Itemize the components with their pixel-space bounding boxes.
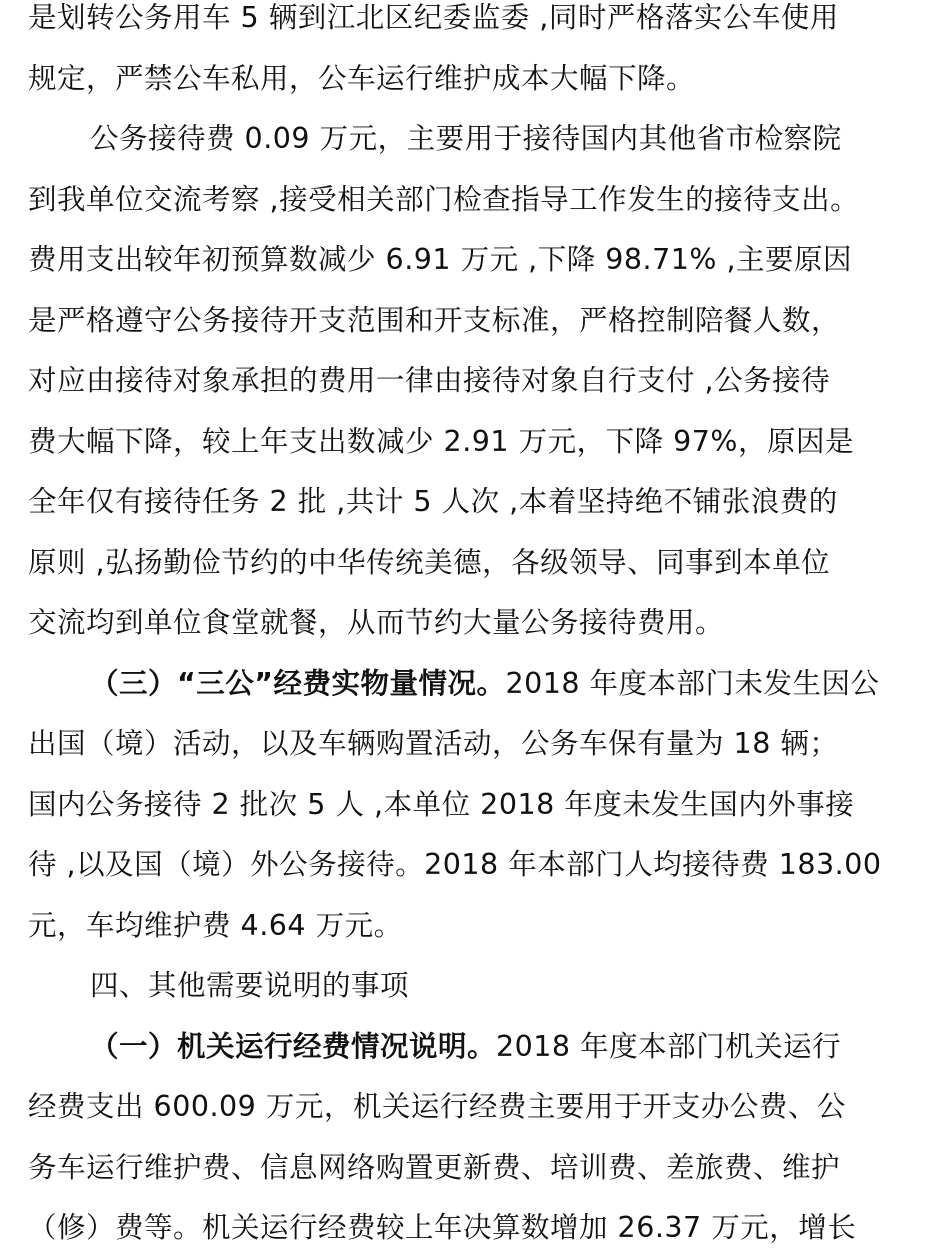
text-line: 务车运行维护费、信息网络购置更新费、培训费、差旅费、维护 <box>28 1150 841 1184</box>
text-line: （修）费等。机关运行经费较上年决算数增加 26.37 万元，增长 <box>28 1211 857 1244</box>
text-line: 国内公务接待 2 批次 5 人 ,本单位 2018 年度未发生国内外事接 <box>28 787 855 821</box>
section-heading-line <box>28 654 928 715</box>
section-heading: （三）“三公”经费实物量情况。 <box>90 666 506 700</box>
text-line: 费用支出较年初预算数减少 6.91 万元 ,下降 98.71% ,主要原因 <box>28 243 853 276</box>
text-line: 规定，严禁公车私用，公车运行维护成本大幅下降。 <box>28 61 696 95</box>
text-line: 全年仅有接待任务 2 批 ,共计 5 人次 ,本着坚持绝不铺张浪费的 <box>28 485 838 518</box>
text-run: 2018 年度本部门机关运行 <box>496 1029 842 1063</box>
text-line: 是严格遵守公务接待开支范围和开支标准，严格控制陪餐人数， <box>28 303 841 337</box>
text-line: 出国（境）活动，以及车辆购置活动，公务车保有量为 18 辆； <box>28 727 839 760</box>
text-run: 2018 年度本部门未发生因公 <box>505 666 880 700</box>
section-title: 四、其他需要说明的事项 <box>90 969 410 1002</box>
text-line: 交流均到单位食堂就餐，从而节约大量公务接待费用。 <box>28 606 725 639</box>
text-line: 待 ,以及国（境）外公务接待。2018 年本部门人均接待费 183.00 <box>28 848 882 881</box>
text-line: 费大幅下降，较上年支出数减少 2.91 万元，下降 97%，原因是 <box>28 424 854 458</box>
section-heading-line <box>28 1017 928 1078</box>
text-line: 到我单位交流考察 ,接受相关部门检查指导工作发生的接待支出。 <box>28 182 860 216</box>
text-line: 公务接待费 0.09 万元，主要用于接待国内其他省市检察院 <box>90 122 842 155</box>
text-line: 元，车均维护费 4.64 万元。 <box>28 908 403 942</box>
text-line: 原则 ,弘扬勤俭节约的中华传统美德，各级领导、同事到本单位 <box>28 545 831 579</box>
document-page <box>28 0 928 1259</box>
text-line: 经费支出 600.09 万元，机关运行经费主要用于开支办公费、公 <box>28 1090 846 1123</box>
section-heading: （一）机关运行经费情况说明。 <box>90 1029 497 1063</box>
text-line: 是划转公务用车 5 辆到江北区纪委监委 ,同时严格落实公车使用 <box>28 1 839 34</box>
text-line: 对应由接待对象承担的费用一律由接待对象自行支付 ,公务接待 <box>28 364 831 397</box>
